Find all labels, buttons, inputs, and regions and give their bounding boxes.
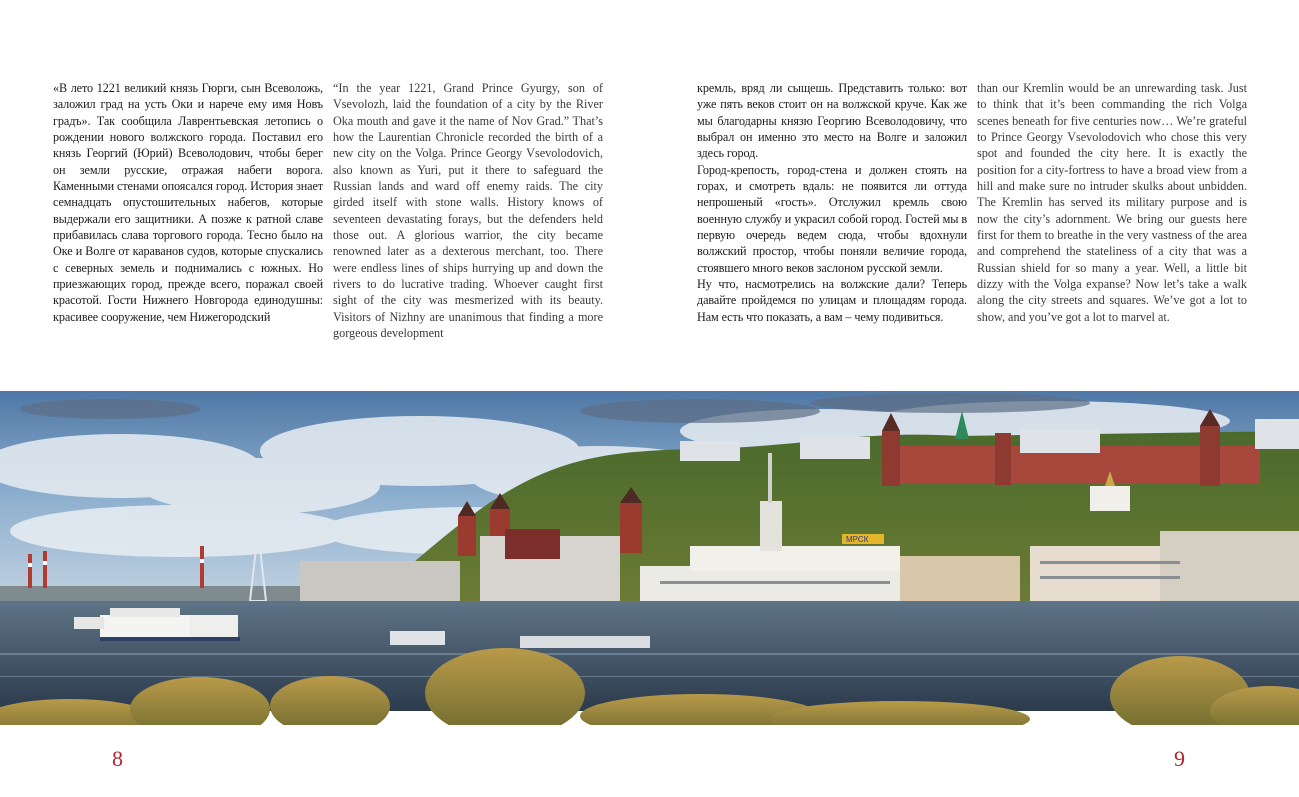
left-page-ru-column: [53, 80, 323, 325]
page-number-right: 9: [1174, 746, 1185, 771]
ru-paragraph: Город-крепость, город-стена и должен стоять на горах, и смотреть вдаль: не появится ли оттуда непрошеный «гость». Отслужил кремль свою военную службу и украсил собой город. Гостей мы в первую очередь ведем сюда, чтобы вдохнули волжский простор, чтобы поняли величие города, стоявшего много веков заслоном русской земли.: [697, 162, 967, 275]
right-page-ru-column: [697, 80, 967, 325]
ru-paragraph: Ну что, насмотрелись на волжские дали? Теперь давайте пройдемся по улицам и площадям города. Нам есть что показать, а вам – чему подивиться.: [697, 277, 967, 324]
ru-paragraph: кремль, вряд ли сыщешь. Представить только: вот уже пять веков стоит он на волжской круче. Как же мы благодарны князю Георгию Всеволодовичу, что выбрал он именно это место на Волге и заложил здесь город.: [697, 81, 967, 161]
en-paragraph: than our Kremlin would be an unrewarding task. Just to think that it’s been commanding the rich Volga scenes beneath for five centuries now… We’re grateful to Prince Georgy Vsevolodovich who chose this very spot and founded the city here. It is exactly the position for a city-fortress to have a broad view from a hill and make sure no intruder skulks about unbidden. The Kremlin has served its military purpose and is now the city’s adornment. We bring our guests here first for them to breathe in the very vastness of the area and comprehend the stateliness of a city that was a Russian shield for so many a year. Well, a little bit dizzy with the Volga expanse? Now let’s take a walk along the city streets and squares. We’ve got a lot to show, and you’ve got a lot to marvel at.: [977, 81, 1247, 324]
right-page-en-column: [977, 80, 1247, 325]
ru-paragraph: «В лето 1221 великий князь Гюрги, сын Всеволожь, заложил град на усть Оки и нарече ему имя Новъ градъ». Так сообщила Лаврентьевская летопись о рождении нового волжского города. Поставил его князь Георгий (Юрий) Всеволодович, чтобы берег он земли русские, отражая набеги ворога. Каменными стенами опоясался город. История знает семнадцать опустошительных набегов, которые выдержали его защитники. А позже к ратной славе прибавилась слава торгового города. Тесно было на Оке и Волге от караванов судов, которые спускались с северных земель и поднимались с южных. Но приезжающих город, прежде всего, поражал своей красотой. Гости Нижнего Новгорода единодушны: красивее сооружение, чем Нижегородский: [53, 81, 324, 324]
panorama-photo: [0, 391, 1299, 725]
en-paragraph: “In the year 1221, Grand Prince Gyurgy, son of Vsevolozh, laid the foundation of a city by the River Oka mouth and gave it the name of Nov Grad.” That’s how the Laurentian Chronicle recorded the birth of a new city on the Volga. Prince Georgy Vsevolodovich, also known as Yuri, put it there to safeguard the Russian lands and ward off enemy raids. The city girded itself with stone walls. History knows of seventeen devastating forays, but the defenders held those out. A glorious warrior, the city became renowned later as a dexterous merchant, too. There were endless lines of ships hurrying up and down the rivers to do lucrative trading. Whoever caught first sight of the city was mesmerized with its beauty. Visitors of Nizhny are unanimous that finding a more gorgeous development: [333, 81, 603, 341]
left-page-en-column: [333, 80, 603, 342]
mrsk-sign: МРСК: [846, 535, 869, 544]
page-number-left: 8: [112, 746, 123, 771]
